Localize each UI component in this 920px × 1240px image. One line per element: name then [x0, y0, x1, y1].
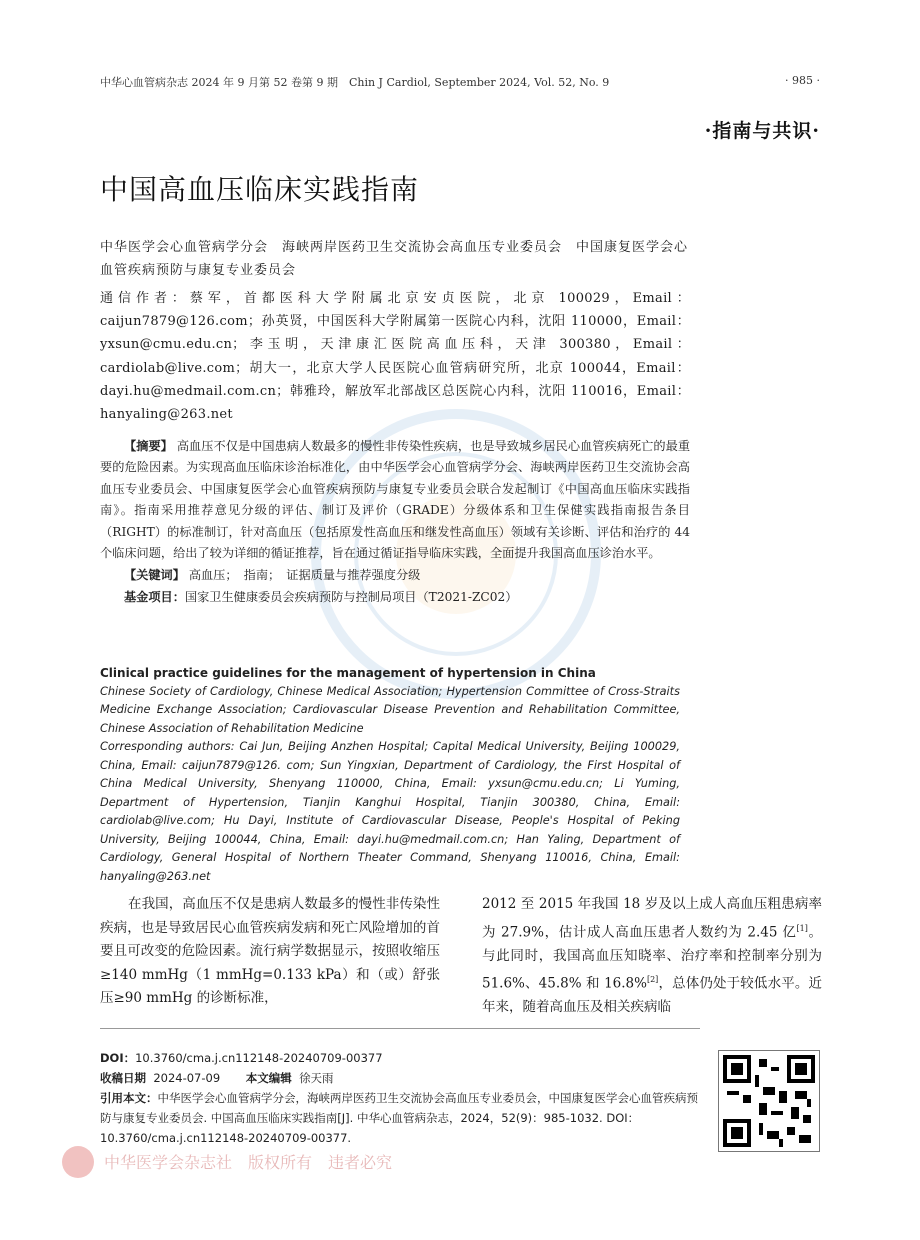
page-number: · 985 · [785, 74, 820, 87]
abstract-paragraph [100, 436, 690, 564]
body-column-left: 在我国，高血压不仅是患病人数最多的慢性非传染性疾病，也是导致居民心血管疾病发病和死亡风险增加的首要且可改变的危险因素。流行病学数据显示，按照收缩压≥140 mmHg（1 mmHg=0.133 kPa）和（或）舒张压≥90 mmHg 的诊断标准， [100, 896, 440, 1006]
author-list: 中华医学会心血管病学分会 海峡两岸医药卫生交流协会高血压专业委员会 中国康复医学会心血管疾病预防与康复专业委员会 [100, 240, 689, 278]
abstract-block [100, 436, 690, 608]
keywords-line [100, 565, 690, 586]
journal-info: 中华心血管病杂志 2024 年 9 月第 52 卷第 9 期 Chin J Cardiol, September 2024, Vol. 52, No. 9 [100, 76, 610, 89]
english-corresponding: Corresponding authors: Cai Jun, Beijing Anzhen Hospital; Capital Medical University, Beijing 100029, China, Email: caijun7879@126. com; Sun Yingxian, Department of Cardiology, the First Hospital of China Medical University, Shenyang 110000, China, Email: yxsun@cmu.edu.cn; Li Yuming, Department of Hypertension, Tianjin Kanghui Hospital, Tianjin 300380, China, Email: cardiolab@live.com; Hu Dayi, Institute of Cardiovascular Disease, People's Hospital of Peking University, Beijing 100044, China, Email: dayi.hu@medmail.com.cn; Han Yaling, Department of Cardiology, General Hospital of Northern Theater Command, Shenyang 110016, China, Email: hanyaling@263.net [100, 740, 680, 883]
citation-text: 中华医学会心血管病学分会，海峡两岸医药卫生交流协会高血压专业委员会，中国康复医学会心血管疾病预防与康复专业委员会. 中国高血压临床实践指南[J]. 中华心血管病杂志，2024，52(9)：985-1032. DOI：10.3760/cma.j.cn112148-20240709-00377. [100, 1091, 698, 1145]
body-column-right [482, 893, 822, 1020]
publisher-mark [62, 1144, 422, 1180]
keywords-text: 高血压； 指南； 证据质量与推荐强度分级 [188, 568, 421, 583]
article-title: 中国高血压临床实践指南 [100, 173, 420, 206]
citation-line [100, 1088, 700, 1148]
footer-divider [100, 1028, 700, 1029]
fund-text: 国家卫生健康委员会疾病预防与控制局项目（T2021-ZC02） [184, 589, 518, 604]
section-tag: ·指南与共识· [704, 120, 820, 142]
abstract-label: 【摘要】 [124, 439, 173, 453]
fund-line [100, 587, 690, 608]
doi-value[interactable]: 10.3760/cma.j.cn112148-20240709-00377 [135, 1051, 383, 1065]
running-header [100, 74, 820, 90]
abstract-text: 高血压不仅是中国患病人数最多的慢性非传染性疾病，也是导致城乡居民心血管疾病死亡的最重要的危险因素。为实现高血压临床诊治标准化，由中华医学会心血管病学分会、海峡两岸医药卫生交流协会高血压专业委员会、中国康复医学会心血管疾病预防与康复专业委员会联合发起制订《中国高血压临床实践指南》。指南采用推荐意见分级的评估、制订及评价（GRADE）分级体系和卫生保健实践指南报告条目（RIGHT）的标准制订，针对高血压（包括原发性高血压和继发性高血压）领域有关诊断、评估和治疗的 44 个临床问题，给出了较为详细的循证推荐，旨在通过循证指导临床实践，全面提升我国高血压诊治水平。 [100, 439, 691, 561]
publisher-seal-icon [62, 1146, 94, 1178]
body-text: ，总体仍处于较低水平。近年来，随着高血压及相关疾病临 [482, 975, 822, 1015]
article-footer [100, 1048, 700, 1148]
english-authors: Chinese Society of Cardiology, Chinese Medical Association; Hypertension Committee of Cross-Straits Medicine Exchange Association; Cardiovascular Disease Prevention and Rehabilitation Committee, Chinese Association of Rehabilitation Medicine [100, 684, 680, 735]
corresponding-authors: 通信作者：蔡军，首都医科大学附属北京安贞医院，北京 100029，Email：caijun7879@126.com；孙英贤，中国医科大学附属第一医院心内科，沈阳 110000，Email：yxsun@cmu.edu.cn；李玉明，天津康汇医院高血压科，天津 300380，Email：cardiolab@live.com；胡大一，北京大学人民医院心血管病研究所，北京 100044，Email：dayi.hu@medmail.com.cn；韩雅玲，解放军北部战区总医院心内科，沈阳 110016，Email：hanyaling@263.net [100, 291, 690, 423]
doi-label: DOI： [100, 1051, 136, 1065]
doi-line [100, 1048, 700, 1068]
reference-mark[interactable]: [1] [796, 923, 808, 933]
received-date: 2024-07-09 [153, 1071, 221, 1085]
qr-code[interactable] [718, 1050, 820, 1152]
fund-label: 基金项目： [124, 589, 185, 604]
body-text: 2012 至 2015 年我国 18 岁及以上成人高血压粗患病率为 27.9%，估计成人高血压患者人数约为 2.45 亿 [482, 896, 822, 940]
publisher-text: 中华医学会杂志社 版权所有 违者必究 [104, 1153, 393, 1172]
english-abstract-header [100, 664, 680, 886]
english-title: Clinical practice guidelines for the management of hypertension in China [100, 666, 596, 680]
received-label: 收稿日期 [100, 1071, 146, 1085]
editor-label: 本文编辑 [245, 1071, 292, 1085]
citation-label: 引用本文： [100, 1091, 158, 1105]
received-line [100, 1068, 700, 1088]
body-text: 。与此同时，我国高血压知晓率、治疗率和控制率分别为 51.6%、45.8% 和 16.8% [482, 924, 822, 992]
editor-name: 徐天雨 [299, 1071, 334, 1085]
keywords-label: 【关键词】 [124, 568, 185, 583]
reference-mark[interactable]: [2] [646, 975, 659, 984]
